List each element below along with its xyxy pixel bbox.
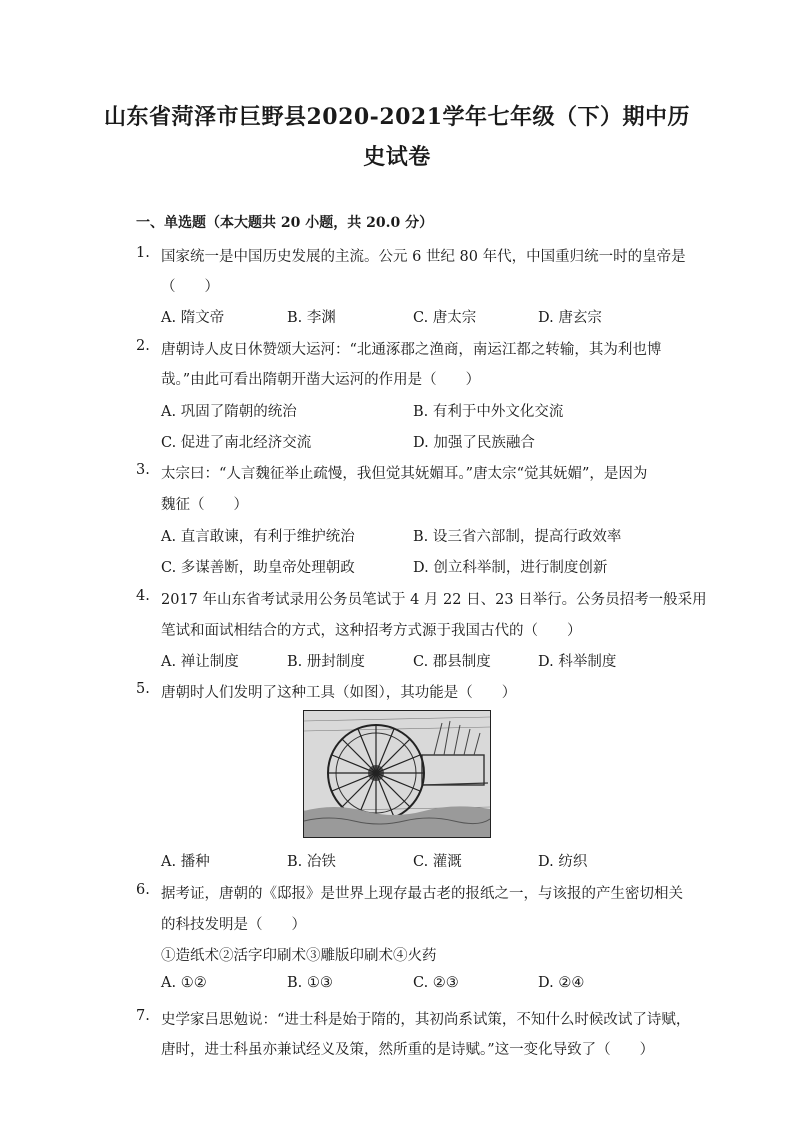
question-text: 笔试和面试相结合的方式，这种招考方式源于我国古代的（ ） bbox=[161, 623, 582, 639]
option-b: B. 设三省六部制，提高行政效率 bbox=[413, 529, 622, 545]
question-text: 史学家吕思勉说：“进士科是始于隋的，其初尚系试策，不知什么时候改试了诗赋， bbox=[161, 1012, 691, 1028]
question-text: 国家统一是中国历史发展的主流。公元 6 世纪 80 年代，中国重归统一时的皇帝是 bbox=[161, 249, 686, 265]
question-text: 2017 年山东省考试录用公务员笔试于 4 月 22 日、23 日举行。公务员招考一般采用 bbox=[161, 592, 707, 608]
option-b: B. 有利于中外文化交流 bbox=[413, 404, 564, 420]
document-title-line2: 史试卷 bbox=[363, 144, 431, 170]
question-text: 唐朝时人们发明了这种工具（如图），其功能是（ ） bbox=[161, 685, 517, 701]
option-d: D. 纺织 bbox=[538, 854, 588, 870]
option-d: D. ②④ bbox=[538, 975, 585, 991]
option-b: B. 冶铁 bbox=[287, 854, 336, 870]
question-text: 据考证，唐朝的《邸报》是世界上现存最古老的报纸之一，与该报的产生密切相关 bbox=[161, 886, 683, 902]
question-number: 7. bbox=[136, 1008, 150, 1024]
option-c: C. 郡县制度 bbox=[413, 654, 491, 670]
question-text: 魏征（ ） bbox=[161, 497, 248, 513]
question-number: 3. bbox=[136, 462, 150, 478]
question-text: 太宗曰：“人言魏征举止疏慢，我但觉其妩媚耳。”唐太宗“觉其妩媚”，是因为 bbox=[161, 466, 648, 482]
option-b: B. 册封制度 bbox=[287, 654, 365, 670]
option-d: D. 科举制度 bbox=[538, 654, 617, 670]
option-a: A. 隋文帝 bbox=[161, 310, 225, 326]
option-a: A. 禅让制度 bbox=[161, 654, 239, 670]
question-text: （ ） bbox=[161, 279, 219, 295]
question-text: 唐朝诗人皮日休赞颂大运河：“北通涿郡之渔商，南运江都之转输，其为利也博 bbox=[161, 342, 662, 358]
question-number: 6. bbox=[136, 882, 150, 898]
option-c: C. ②③ bbox=[413, 975, 459, 991]
document-title-line1: 山东省菏泽市巨野县2020-2021学年七年级（下）期中历 bbox=[103, 104, 691, 130]
question-number: 5. bbox=[136, 681, 150, 697]
option-c: C. 多谋善断，助皇帝处理朝政 bbox=[161, 560, 355, 576]
question-text: 唐时，进士科虽亦兼试经义及策，然所重的是诗赋。”这一变化导致了（ ） bbox=[161, 1042, 655, 1058]
option-d: D. 创立科举制，进行制度创新 bbox=[413, 560, 608, 576]
option-d: D. 唐玄宗 bbox=[538, 310, 602, 326]
question-number: 1. bbox=[136, 245, 150, 261]
option-a: A. ①② bbox=[161, 975, 207, 991]
question-text: 的科技发明是（ ） bbox=[161, 917, 306, 933]
option-c: C. 促进了南北经济交流 bbox=[161, 435, 312, 451]
section-header: 一、单选题（本大题共 20 小题，共 20.0 分） bbox=[136, 215, 434, 231]
option-a: A. 播种 bbox=[161, 854, 210, 870]
question-text: ①造纸术②活字印刷术③雕版印刷术④火药 bbox=[161, 948, 437, 964]
question-number: 4. bbox=[136, 588, 150, 604]
option-b: B. 李渊 bbox=[287, 310, 336, 326]
option-c: C. 唐太宗 bbox=[413, 310, 477, 326]
waterwheel-drawing bbox=[304, 711, 490, 837]
waterwheel-illustration bbox=[303, 710, 491, 838]
option-b: B. ①③ bbox=[287, 975, 333, 991]
question-number: 2. bbox=[136, 338, 150, 354]
option-c: C. 灌溉 bbox=[413, 854, 462, 870]
option-d: D. 加强了民族融合 bbox=[413, 435, 535, 451]
option-a: A. 直言敢谏，有利于维护统治 bbox=[161, 529, 355, 545]
option-a: A. 巩固了隋朝的统治 bbox=[161, 404, 297, 420]
question-text: 哉。”由此可看出隋朝开凿大运河的作用是（ ） bbox=[161, 372, 481, 388]
